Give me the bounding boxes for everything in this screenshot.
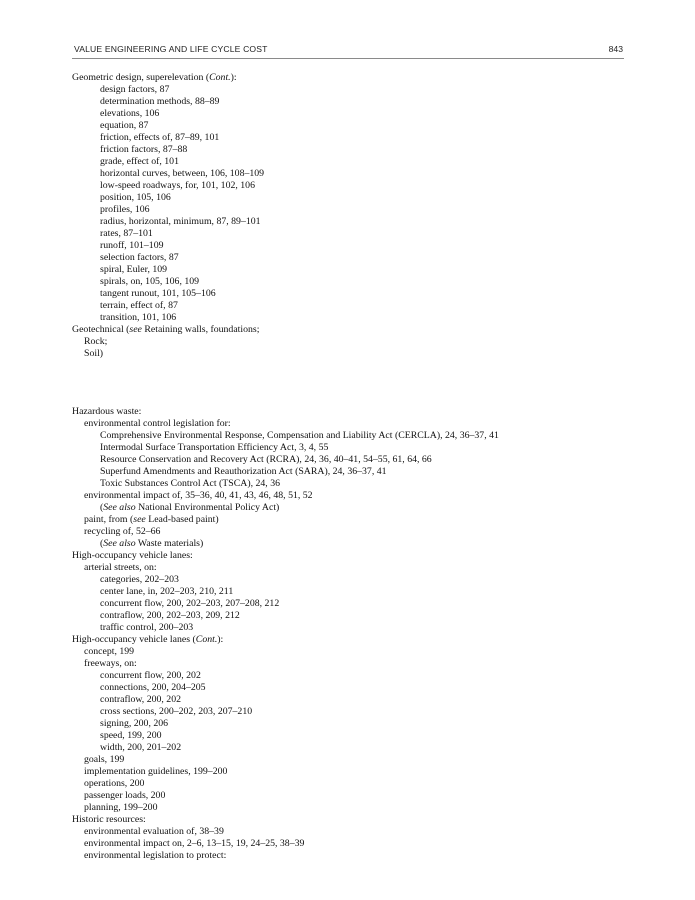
index-entry-text: design factors, 87 [100,84,170,95]
index-sub-subentry [72,466,632,478]
index-main-entry [72,324,632,336]
index-sub-subentry [72,96,632,108]
index-entry-text: paint, from ( [84,514,134,525]
index-entry-text: ): [230,72,237,83]
index-main-entry [72,814,632,826]
index-entry-text: Rock; [84,336,108,347]
index-entry-text: environmental control legislation for: [84,418,231,429]
index-entry-text: transition, 101, 106 [100,312,177,323]
index-entry-text: environmental evaluation of, 38–39 [84,826,224,837]
index-entry-text: contraflow, 200, 202–203, 209, 212 [100,610,240,621]
index-entry-text: concurrent flow, 200, 202 [100,670,201,681]
index-block-geometric-design [72,72,632,360]
index-sub-subentry [72,120,632,132]
index-entry-italic-text: see [133,514,146,525]
index-entry-text: concept, 199 [84,646,135,657]
index-entry-text: horizontal curves, between, 106, 108–109 [100,168,265,179]
index-sub-subentry [72,694,632,706]
index-entry-text: concurrent flow, 200, 202–203, 207–208, 212 [100,598,280,609]
index-entry-text: grade, effect of, 101 [100,156,179,167]
index-entry-text: traffic control, 200–203 [100,622,194,633]
index-main-entry [72,72,632,84]
index-sub-subentry [72,478,632,490]
index-sub-subentry [72,132,632,144]
index-sub-subentry [72,300,632,312]
index-sub-subentry [72,264,632,276]
index-entry-text: low-speed roadways, for, 101, 102, 106 [100,180,255,191]
index-entry-text: equation, 87 [100,120,149,131]
index-subentry [72,514,632,526]
index-subentry [72,826,632,838]
index-sub-subentry [72,682,632,694]
index-sub-subentry [72,442,632,454]
index-entry-text: signing, 200, 206 [100,718,169,729]
index-entry-text: Geometric design, superelevation ( [72,72,210,83]
index-subentry [72,766,632,778]
index-sub-subentry [72,706,632,718]
index-entry-text: passenger loads, 200 [84,790,166,801]
index-sub-subentry [72,610,632,622]
index-entry-text: categories, 202–203 [100,574,179,585]
index-entry-text: recycling of, 52–66 [84,526,161,537]
index-subentry [72,646,632,658]
index-sub-subentry [72,670,632,682]
index-entry-text: environmental impact of, 35–36, 40, 41, 43, 46, 48, 51, 52 [84,490,313,501]
index-sub-subentry [72,430,632,442]
index-sub-subentry [72,454,632,466]
index-subentry [72,348,632,360]
index-entry-italic-text: see [129,324,142,335]
index-entry-text: selection factors, 87 [100,252,179,263]
index-entry-text: Geotechnical ( [72,324,130,335]
index-entry-italic-text: See also [103,538,136,549]
index-entry-text: speed, 199, 200 [100,730,162,741]
index-subentry [72,790,632,802]
index-block-hazardous-waste [72,406,632,862]
index-entry-text: runoff, 101–109 [100,240,164,251]
index-entry-text: planning, 199–200 [84,802,158,813]
index-entry-text: Intermodal Surface Transportation Efficiency Act, 3, 4, 55 [100,442,329,453]
index-entry-text: contraflow, 200, 202 [100,694,181,705]
index-entry-text: freeways, on: [84,658,137,669]
index-subentry [72,802,632,814]
index-subentry [72,490,632,502]
index-entry-text: connections, 200, 204–205 [100,682,206,693]
index-sub-subentry [72,192,632,204]
index-subentry [72,778,632,790]
index-sub-subentry [72,288,632,300]
index-sub-subentry [72,742,632,754]
index-sub-subentry [72,730,632,742]
index-entry-text: National Environmental Policy Act) [135,502,280,513]
index-subentry [72,754,632,766]
index-subentry [72,526,632,538]
header-rule [72,58,624,59]
index-entry-text: arterial streets, on: [84,562,157,573]
index-entry-text: rates, 87–101 [100,228,153,239]
index-entry-italic-text: See also [103,502,136,513]
index-subentry [72,418,632,430]
index-sub-subentry [72,312,632,324]
index-entry-text: implementation guidelines, 199–200 [84,766,228,777]
index-entry-text: spiral, Euler, 109 [100,264,168,275]
index-sub-subentry [72,228,632,240]
index-entry-text: Historic resources: [72,814,146,825]
index-sub-subentry [72,718,632,730]
index-subentry [72,838,632,850]
section-gap [72,360,632,406]
index-entry-text: terrain, effect of, 87 [100,300,178,311]
index-sub-subentry [72,84,632,96]
index-sub-subentry [72,502,632,514]
index-sub-subentry [72,586,632,598]
index-main-entry [72,550,632,562]
index-entry-text: Hazardous waste: [72,406,142,417]
index-sub-subentry [72,108,632,120]
index-main-entry [72,406,632,418]
index-sub-subentry [72,156,632,168]
index-sub-subentry [72,276,632,288]
index-entry-text: spirals, on, 105, 106, 109 [100,276,200,287]
index-subentry [72,658,632,670]
index-entry-text: Soil) [84,348,104,359]
index-entry-text: ): [217,634,224,645]
index-entry-text: ( [100,538,104,549]
index-entry-text: tangent runout, 101, 105–106 [100,288,216,299]
index-entry-text: friction, effects of, 87–89, 101 [100,132,220,143]
index-entry-text: operations, 200 [84,778,145,789]
index-entry-text: Waste materials) [135,538,204,549]
index-subentry [72,336,632,348]
index-main-entry [72,634,632,646]
index-entry-text: friction factors, 87–88 [100,144,188,155]
page-number: 843 [608,44,623,54]
index-entry-italic-text: Cont. [195,634,218,645]
index-subentry [72,850,632,862]
index-entry-text: center lane, in, 202–203, 210, 211 [100,586,234,597]
index-sub-subentry [72,598,632,610]
index-sub-subentry [72,538,632,550]
index-sub-subentry [72,180,632,192]
index-sub-subentry [72,622,632,634]
index-subentry [72,562,632,574]
index-entry-text: Lead-based paint) [145,514,219,525]
index-sub-subentry [72,204,632,216]
index-entry-text: environmental legislation to protect: [84,850,227,861]
index-entry-text: Comprehensive Environmental Response, Compensation and Liability Act (CERCLA), 24, 36–37, 41 [100,430,499,441]
index-entry-text: Toxic Substances Control Act (TSCA), 24, 36 [100,478,280,489]
index-entry-text: profiles, 106 [100,204,150,215]
index-entry-text: elevations, 106 [100,108,160,119]
index-entry-italic-text: Cont. [209,72,231,83]
index-entry-text: Superfund Amendments and Reauthorization Act (SARA), 24, 36–37, 41 [100,466,387,477]
index-sub-subentry [72,216,632,228]
index-entry-text: Retaining walls, foundations; [141,324,260,335]
index-sub-subentry [72,168,632,180]
index-sub-subentry [72,574,632,586]
index-entry-text: environmental impact on, 2–6, 13–15, 19, 24–25, 38–39 [84,838,305,849]
index-entry-text: determination methods, 88–89 [100,96,220,107]
index-entry-text: position, 105, 106 [100,192,171,203]
index-sub-subentry [72,240,632,252]
index-sub-subentry [72,144,632,156]
index-sub-subentry [72,252,632,264]
index-list [72,72,632,862]
index-entry-text: High-occupancy vehicle lanes: [72,550,193,561]
running-header-title: VALUE ENGINEERING AND LIFE CYCLE COST [74,44,268,54]
index-entry-text: radius, horizontal, minimum, 87, 89–101 [100,216,261,227]
index-entry-text: High-occupancy vehicle lanes ( [72,634,196,645]
index-entry-text: Resource Conservation and Recovery Act (RCRA), 24, 36, 40–41, 54–55, 61, 64, 66 [100,454,432,465]
index-entry-text: width, 200, 201–202 [100,742,182,753]
index-entry-text: cross sections, 200–202, 203, 207–210 [100,706,253,717]
index-entry-text: ( [100,502,104,513]
index-entry-text: goals, 199 [84,754,125,765]
